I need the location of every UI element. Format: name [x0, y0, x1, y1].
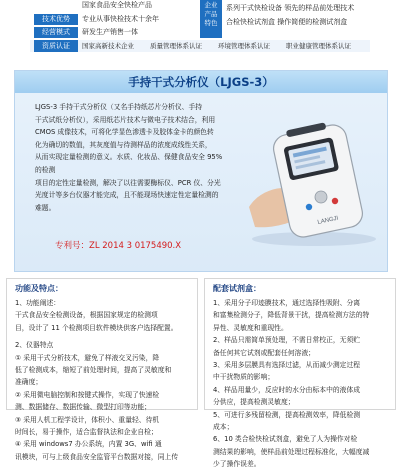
reagent-text: 少了操作误差。 [213, 460, 261, 469]
description-line: CMOS 成像技术，可将化学显色渗透卡及胶体金卡的颜色转 [35, 128, 214, 137]
reagent-kit-panel [204, 278, 396, 469]
reagent-title: 配套试剂盒： [213, 284, 261, 293]
feature-line: 系列干式快检设备 领先的样品前处理技术 [226, 4, 355, 12]
feature-text: 低了检测成本，缩短了前处理时间，提高了灵敏度和 [15, 366, 172, 375]
feature-line: 合检快检试剂盒 操作简便的检测试剂盒 [226, 18, 348, 26]
cert-item: 环境管理体系认证 [218, 42, 270, 50]
description-line: LJGS-3 手持干式分析仪（又名手持纸芯片分析仪、手持 [35, 103, 203, 111]
reagent-text: 测结果的影响，使样品前处理过程标准化，大幅度减 [213, 447, 370, 456]
reagent-text: 和富集检测分子，降低背景干扰，提高检测方法的特 [213, 311, 370, 320]
info-tag-business: 经营模式 [34, 27, 78, 38]
handheld-analyzer-image [239, 111, 385, 249]
reagent-text: 分供应，提高检测灵敏度； [213, 398, 295, 407]
features-title: 功能及特点： [15, 284, 63, 293]
info-row-text: 国家食品安全快检产品 [82, 1, 152, 9]
reagent-text: 2、样品只需简单预处理，不需日常校正，无须贮 [213, 336, 361, 345]
feature-text: ④ 采用 windows7 办公系统，内置 3G、wifi 通 [15, 440, 162, 449]
reagent-text: 1、采用分子印迹膜技术，通过选择性吸附、分离 [213, 299, 361, 307]
product-section [14, 70, 388, 272]
cert-tag: 资质认证 [34, 40, 78, 52]
product-title: 手持干式分析仪（LJGS-3） [128, 75, 274, 89]
reagent-text: 异性、灵敏度和重现性。 [213, 323, 288, 332]
description-line: 项目的定性定量检测，解决了以往需要酶标仪、PCR 仪、分光 [35, 178, 221, 187]
info-tag-advantage: 技术优势 [34, 14, 78, 25]
description-line: 光度计等多台仪器才能完成，且不能现场快速定性定量检测的 [35, 191, 219, 200]
feature-text: 测、数据储存、数据传输、微型打印等功能； [15, 403, 151, 412]
feature-text: 1、功能阐述： [15, 299, 61, 307]
reagent-text: 4、样品用量少，反应时的水分由标本中的液体成 [213, 385, 361, 394]
features-panel [6, 278, 198, 461]
feature-text: ② 采用微电脑控制和按键式操作，实现了快速检 [15, 390, 160, 399]
feature-text: 时间长，易于操作，适合监督执法和企业自检； [15, 428, 158, 437]
features-body [15, 297, 189, 463]
product-description [35, 101, 231, 214]
reagent-text: 成本； [213, 423, 234, 432]
device-brand: LANGJI [317, 215, 339, 226]
info-row-text: 研发生产销售一体 [82, 28, 138, 36]
reagent-text: 中干扰物质的影响； [213, 373, 275, 382]
cert-item: 职业健康管理体系认证 [286, 42, 351, 50]
reagent-body [213, 297, 387, 471]
patent-number: 专利号：ZL 2014 3 0175490.X [55, 241, 182, 251]
feature-text: 准确度； [15, 378, 43, 387]
reagent-text: 3、采用多层膜具有选择过滤，从而减少测定过程 [213, 361, 361, 370]
reagent-text: 5、可进行多残留检测，提高检测效率，降低检测 [213, 410, 361, 419]
feature-text: 2、仪器特点 [15, 341, 54, 350]
reagent-text: 6、10 类合检快检试剂盒，避免了人为操作对检 [213, 435, 358, 444]
cert-item: 质量管理体系认证 [150, 42, 202, 50]
info-row-text: 专业从事快检技术十余年 [82, 15, 159, 23]
feature-text: ③ 采用人机工程学设计，体积小、重量轻、待机 [15, 415, 160, 424]
reagent-text: 备任何其它试剂或配套任何溶液； [213, 348, 315, 357]
feature-badge: 企业 产品 特色 [200, 0, 222, 38]
feature-text: ① 采用干式分析技术，避免了样液交叉污染，降 [15, 353, 160, 362]
feature-text: 讯模块，可与上级食品安全监管平台数据对接，同上传 [15, 452, 179, 461]
feature-text: 干式食品安全检测设备，根据国家规定的检测项 [15, 311, 158, 320]
feature-text: 目，设计了 11 个检测项目软件模块供客户选择配置。 [15, 323, 178, 332]
company-info-strip [0, 0, 400, 60]
description-line: 干式试纸分析仪），采用纸芯片技术与微电子技术结合，利用 [35, 115, 216, 124]
description-line: 化为确切的数值，其灰度值与待测样品的浓度成线性关系， [35, 140, 212, 149]
cert-item: 国家高新技术企业 [82, 42, 134, 50]
description-line: 从而实现定量检测的意义。水质、化妆品、保健食品安全 95% 的检测 [35, 153, 223, 174]
description-line: 难题。 [35, 203, 56, 212]
